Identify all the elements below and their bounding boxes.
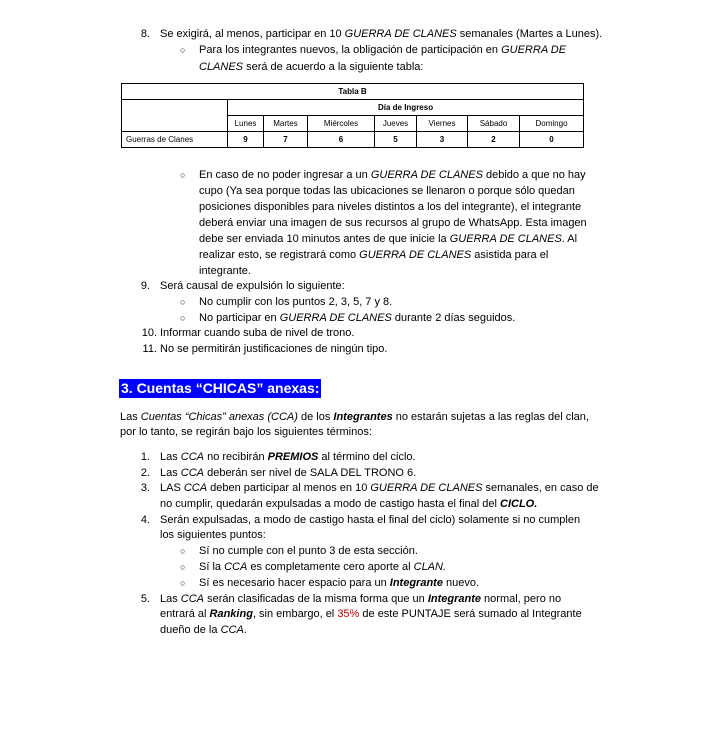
hollow-circle-bullet-icon: ○ bbox=[180, 562, 186, 572]
item10-text: Informar cuando suba de nivel de trono. bbox=[160, 327, 355, 339]
list-number: 11. bbox=[142, 343, 157, 355]
table-cell: 3 bbox=[417, 132, 468, 148]
table-header-cell: Lunes bbox=[228, 116, 264, 132]
table-header-cell: Sábado bbox=[468, 116, 520, 132]
s3-item4-line2: los siguientes puntos: bbox=[160, 529, 266, 541]
table-header-cell: Jueves bbox=[375, 116, 417, 132]
s3-item4-line1: Serán expulsadas, a modo de castigo hasta el final del ciclo) solamente si no cumplen bbox=[160, 514, 581, 526]
table-cell: 2 bbox=[468, 132, 520, 148]
paragraph-line: cupo (Ya sea porque todas las ubicaciones se llenaron o porque sólo quedan bbox=[199, 185, 575, 197]
table-group-header: Día de Ingreso bbox=[228, 100, 584, 116]
item9-bullet1: No cumplir con los puntos 2, 3, 5, 7 y 8. bbox=[199, 296, 393, 308]
list-number: 3. bbox=[140, 482, 150, 494]
hollow-circle-bullet-icon: ○ bbox=[180, 45, 186, 55]
hollow-circle-bullet-icon: ○ bbox=[180, 546, 186, 556]
table-title: Tabla B bbox=[122, 84, 584, 100]
list-number: 9. bbox=[140, 280, 150, 292]
table-row bbox=[122, 132, 584, 148]
s3-item3-line1: LAS CCA deben participar al menos en 10 GUERRA DE CLANES semanales, en caso de bbox=[160, 482, 599, 494]
s3-item5-line1: Las CCA serán clasificadas de la misma forma que un Integrante normal, pero no bbox=[160, 593, 562, 605]
item9-text: Será causal de expulsión lo siguiente: bbox=[160, 280, 345, 292]
table-header-cell: Domingo bbox=[520, 116, 584, 132]
table-empty-corner bbox=[122, 100, 228, 132]
s3-item1: Las CCA no recibirán PREMIOS al término del ciclo. bbox=[160, 451, 416, 463]
list-number: 1. bbox=[140, 451, 150, 463]
hollow-circle-bullet-icon: ○ bbox=[180, 170, 186, 180]
table-cell: 0 bbox=[520, 132, 584, 148]
table-b bbox=[121, 83, 584, 148]
intro-line1: Las Cuentas “Chicas” anexas (CCA) de los Integrantes no estarán sujetas a las reglas del clan, bbox=[120, 411, 589, 423]
item11-text: No se permitirán justificaciones de ningún tipo. bbox=[160, 343, 388, 355]
table-cell: 9 bbox=[228, 132, 264, 148]
table-header-cell: Miércoles bbox=[308, 116, 375, 132]
paragraph-line: realizar esto, se registrará como GUERRA DE CLANES asistida para el bbox=[199, 249, 549, 261]
paragraph-line: posiciones disponibles para niveles distintos a los del integrante), el integrante bbox=[199, 201, 582, 213]
item8-text: Se exigirá, al menos, participar en 10 GUERRA DE CLANES semanales (Martes a Lunes). bbox=[160, 28, 603, 40]
hollow-circle-bullet-icon: ○ bbox=[180, 313, 186, 323]
table-cell: 6 bbox=[308, 132, 375, 148]
item9-bullet2: No participar en GUERRA DE CLANES durante 2 días seguidos. bbox=[199, 312, 516, 324]
intro-line2: por lo tanto, se regirán bajo los siguientes términos: bbox=[120, 426, 372, 438]
list-number: 5. bbox=[140, 593, 150, 605]
s3-item4-bullet1: Sí no cumple con el punto 3 de esta sección. bbox=[199, 545, 418, 557]
s3-item2: Las CCA deberán ser nivel de SALA DEL TRONO 6. bbox=[160, 467, 417, 479]
table-cell: 5 bbox=[375, 132, 417, 148]
section-heading: 3. Cuentas “CHICAS” anexas: bbox=[121, 380, 320, 396]
table-header-cell: Martes bbox=[264, 116, 308, 132]
list-number: 8. bbox=[140, 28, 150, 40]
table-row-label: Guerras de Clanes bbox=[122, 132, 228, 148]
table-header-cell: Viernes bbox=[417, 116, 468, 132]
paragraph-line: En caso de no poder ingresar a un GUERRA DE CLANES debido a que no hay bbox=[199, 169, 586, 181]
percent-highlight: 35% bbox=[337, 608, 360, 620]
s3-item5-line3: dueño de la CCA. bbox=[160, 624, 247, 636]
item8-sub-line1: Para los integrantes nuevos, la obligación de participación en GUERRA DE bbox=[199, 44, 567, 56]
hollow-circle-bullet-icon: ○ bbox=[180, 297, 186, 307]
s3-item4-bullet2: Sí la CCA es completamente cero aporte al CLAN. bbox=[199, 561, 447, 573]
s3-item5-line2: entrará al Ranking, sin embargo, el 35% de este PUNTAJE será sumado al Integrante bbox=[160, 608, 582, 620]
s3-item4-bullet3: Sí es necesario hacer espacio para un Integrante nuevo. bbox=[199, 577, 480, 589]
list-number: 4. bbox=[140, 514, 150, 526]
list-number: 2. bbox=[140, 467, 150, 479]
paragraph-line: integrante. bbox=[199, 265, 251, 277]
table-cell: 7 bbox=[264, 132, 308, 148]
paragraph-line: deberá enviar una imagen de sus recursos al grupo de WhatsApp. Esta imagen bbox=[199, 217, 587, 229]
paragraph-line: debe ser enviada 10 minutos antes de que inicie la GUERRA DE CLANES. Al bbox=[199, 233, 578, 245]
item8-sub-line2: CLANES será de acuerdo a la siguiente tabla: bbox=[199, 61, 424, 73]
hollow-circle-bullet-icon: ○ bbox=[180, 578, 186, 588]
s3-item3-line2: no cumplir, quedarán expulsadas a modo de castigo hasta el final del CICLO. bbox=[160, 498, 538, 510]
list-number: 10. bbox=[141, 327, 157, 339]
